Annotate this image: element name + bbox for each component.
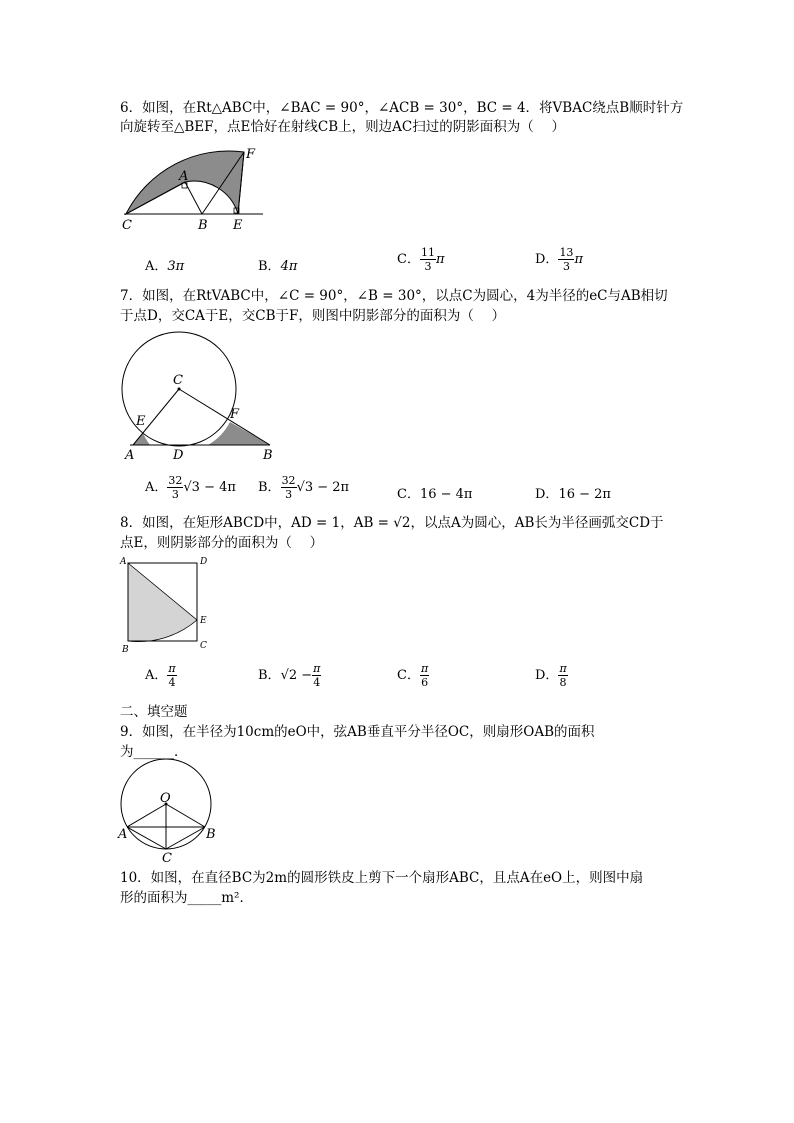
q8-option-b-den: 4 xyxy=(313,676,321,689)
q7-label-d: D xyxy=(173,448,184,463)
q8-option-d-den: 8 xyxy=(559,676,567,689)
q7-option-b-label: B． xyxy=(258,480,281,495)
q7-option-d-label: D． xyxy=(535,487,559,502)
q6-option-b[interactable] xyxy=(258,255,297,274)
q8-option-c-label: C． xyxy=(397,668,420,683)
q7-label-a: A xyxy=(125,448,135,463)
q6-option-d-label: D． xyxy=(535,252,559,267)
q8-label-b: B xyxy=(122,645,129,655)
q6-label-a: A xyxy=(179,169,189,184)
q7-label-c: C xyxy=(173,373,183,388)
q8-option-a-label: A． xyxy=(145,668,168,683)
q7-figure xyxy=(120,330,280,465)
q9-text-line2: 为______． xyxy=(120,744,188,760)
q7-option-c-label: C． xyxy=(397,487,420,502)
q8-option-c[interactable] xyxy=(397,662,429,689)
q9-text-line1: 9．如图，在半径为10cm的eO中，弦AB垂直平分半径OC，则扇形OAB的面积 xyxy=(120,724,595,740)
q7-option-a-num: 32 xyxy=(168,474,183,487)
q8-option-b-label: B． xyxy=(258,668,281,683)
q6-option-c[interactable] xyxy=(397,246,445,273)
q7-option-a[interactable] xyxy=(145,474,236,501)
q8-text-line1: 8．如图，在矩形ABCD中，AD = 1，AB = √2，以点A为圆心，AB长为半径画弧交CD于 xyxy=(120,515,664,531)
q8-label-a: A xyxy=(120,557,127,567)
q6-option-b-value: 4π xyxy=(280,259,298,274)
q8-option-b-num: π xyxy=(313,662,321,675)
q7-text-line2: 于点D，交CA于E，交CB于F，则图中阴影部分的面积为（ ） xyxy=(120,308,506,324)
q6-option-d[interactable] xyxy=(535,246,583,273)
q7-option-a-label: A． xyxy=(145,480,168,495)
q7-text-line1: 7．如图，在RtVABC中，∠C = 90°，∠B = 30°，以点C为圆心，4为半径的eC与AB相切 xyxy=(120,288,668,304)
q10-text-line1: 10．如图，在直径BC为2m的圆形铁皮上剪下一个扇形ABC，且点A在eO上，则图中扇 xyxy=(120,870,644,886)
q6-option-c-den: 3 xyxy=(424,260,432,273)
q6-option-d-pi: π xyxy=(574,252,583,267)
q8-option-c-num: π xyxy=(420,662,429,675)
q8-option-a-den: 4 xyxy=(168,676,176,689)
q8-label-e: E xyxy=(200,616,207,626)
q7-option-b-rest: √3 − 2π xyxy=(296,480,350,495)
q6-text-line1: 6．如图，在Rt△ABC中，∠BAC = 90°，∠ACB = 30°，BC = 4．将VBAC绕点B顺时针方 xyxy=(120,100,684,116)
q6-label-c: C xyxy=(122,218,132,233)
q8-option-b[interactable] xyxy=(258,662,321,689)
q7-option-a-den: 3 xyxy=(171,488,179,501)
q6-option-a-value: 3π xyxy=(167,259,185,274)
q6-text-line2: 向旋转至△BEF，点E恰好在射线CB上，则边AC扫过的阴影面积为（ ） xyxy=(120,119,565,135)
q9-label-a: A xyxy=(118,827,128,842)
q6-label-e: E xyxy=(233,218,243,233)
q8-label-d: D xyxy=(200,557,208,567)
q6-option-b-label: B． xyxy=(258,259,281,274)
q8-text-line2: 点E，则阴影部分的面积为（ ） xyxy=(120,535,324,551)
q8-label-c: C xyxy=(200,641,207,651)
q7-label-f: F xyxy=(230,407,240,422)
q7-option-b[interactable] xyxy=(258,474,349,501)
q8-option-c-den: 6 xyxy=(421,676,429,689)
section-fill-in-heading: 二、填空题 xyxy=(120,704,188,720)
q7-option-d[interactable] xyxy=(535,483,611,502)
q7-option-d-value: 16 − 2π xyxy=(558,487,611,502)
q10-text-line2: 形的面积为_____m²． xyxy=(120,890,253,906)
q9-label-b: B xyxy=(206,827,216,842)
q8-option-a-num: π xyxy=(168,662,176,675)
q6-option-c-num: 11 xyxy=(420,246,435,259)
q7-option-c[interactable] xyxy=(397,483,472,502)
q6-figure xyxy=(120,145,270,235)
q8-option-d-label: D． xyxy=(535,668,559,683)
q7-option-a-rest: √3 − 4π xyxy=(183,480,236,495)
q6-option-d-num: 13 xyxy=(559,246,574,259)
q6-label-f: F xyxy=(246,147,256,162)
q7-option-b-num: 32 xyxy=(281,474,296,487)
q8-option-a[interactable] xyxy=(145,662,177,689)
q7-option-c-value: 16 − 4π xyxy=(419,487,473,502)
q6-option-c-pi: π xyxy=(435,252,445,267)
q9-label-c: C xyxy=(162,851,172,866)
q7-label-e: E xyxy=(136,414,146,429)
q6-option-a-label: A． xyxy=(145,259,168,274)
q8-option-d[interactable] xyxy=(535,662,568,689)
q8-option-b-pre: √2 − xyxy=(280,668,313,683)
q8-figure xyxy=(118,555,218,655)
q7-label-b: B xyxy=(263,448,273,463)
q9-label-o: O xyxy=(160,791,171,806)
q6-option-c-label: C． xyxy=(397,252,420,267)
q6-option-d-den: 3 xyxy=(562,260,570,273)
q6-label-b: B xyxy=(198,218,208,233)
q7-option-b-den: 3 xyxy=(285,488,293,501)
q6-option-a[interactable] xyxy=(145,255,184,274)
q8-option-d-num: π xyxy=(559,662,567,675)
q9-figure xyxy=(118,758,228,868)
